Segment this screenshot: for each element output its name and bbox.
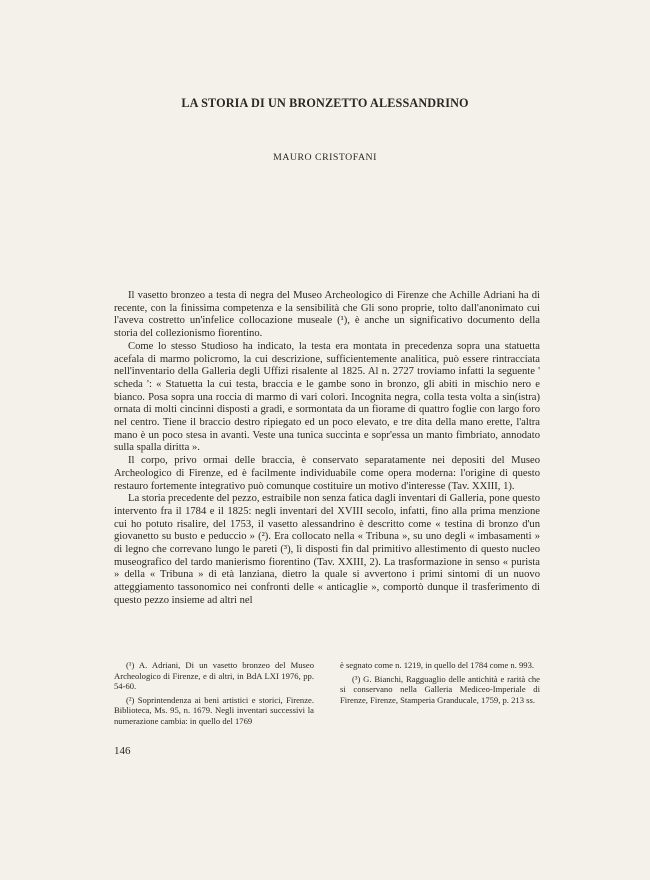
footnotes-left-column: [114, 660, 314, 730]
article-body: [114, 290, 540, 608]
article-title: LA STORIA DI UN BRONZETTO ALESSANDRINO: [181, 96, 469, 110]
body-paragraph: Il vasetto bronzeo a testa di negra del Museo Archeologico di Firenze che Achille Adriani ha di recente, con la finissima competenza e la sensibilità che Gli sono proprie, tolto dall'anonimato cui l'aveva costretto un'infelice collocazione museale (¹), è anche un significativo documento della storia del collezionismo fiorentino.: [114, 290, 540, 340]
footnotes-right-column: [340, 660, 540, 730]
page-number: 146: [114, 745, 131, 757]
footnote-continuation: è segnato come n. 1219, in quello del 1784 come n. 993.: [340, 660, 535, 670]
footnote: (¹) A. Adriani, Di un vasetto bronzeo del Museo Archeologico di Firenze, e di altri, in BdA LXI 1976, pp. 54-60.: [114, 660, 314, 692]
article-author: MAURO CRISTOFANI: [273, 152, 377, 163]
body-paragraph: La storia precedente del pezzo, estraibile non senza fatica dagli inventari di Galleria, pone questo intervento fra il 1784 e il 1825: negli inventari del XVIII secolo, infatti, fino alla prima menzione cui ho potuto risalire, del 1753, il vasetto alessandrino è descritto come « testina di bronzo d'un giovanetto su busto e peduccio » (²). Era collocato nella « Tribuna », su uno degli « imbasamenti » di legno che correvano lungo le pareti (³), lì disposti fin dal primitivo allestimento di questo nucleo museografico del tardo manierismo fiorentino (Tav. XXIII, 2). La trasformazione in senso « purista » della « Tribuna » di età lanziana, dietro la quale si avvertono i primi sintomi di un nuovo atteggiamento tassonomico nei confronti delle « anticaglie », comportò dunque il trasferimento di questo pezzo insieme ad altri nel: [114, 493, 540, 606]
body-paragraph: Il corpo, privo ormai delle braccia, è conservato separatamente nei depositi del Museo Archeologico di Firenze, ed è facilmente individuabile come opera moderna: l'origine di questo restauro fortemente integrativo può comunque costituire un motivo d'interesse (Tav. XXIII, 1).: [114, 455, 540, 492]
footnotes: [114, 660, 540, 730]
footnote: (³) G. Bianchi, Ragguaglio delle antichità e rarità che si conservano nella Galleria Mediceo-Imperiale di Firenze, Firenze, Stamperia Granducale, 1759, p. 213 ss.: [340, 673, 540, 705]
footnote: (²) Soprintendenza ai beni artistici e storici, Firenze. Biblioteca, Ms. 95, n. 1679. Negli inventari successivi la numerazione cambia: in quello del 1769: [114, 694, 314, 726]
body-paragraph: Come lo stesso Studioso ha indicato, la testa era montata in precedenza sopra una statuetta acefala di marmo policromo, la cui descrizione, sufficientemente analitica, può essere rintracciata nell'inventario della Galleria degli Uffizi risalente al 1825. Al n. 2727 troviamo infatti la seguente ' scheda ': « Statuetta la cui testa, braccia e le gambe sono in bronzo, gli abiti in mischio nero e bianco. Posa sopra una roccia di marmo di vari colori. Incognita negra, colla testa volta a sin(istra) ornata di molti cincinni disposti a gradi, e sormontata da un fiorame di quattro foglie con largo foro nel centro. Tiene il braccio destro ripiegato ed un poco elevato, e tre dita della mano erette, l'altra mano è un poco stesa in avanti. Veste una tunica succinta e sopr'essa un manto fimbriato, annodato sulla spalla diritta ».: [114, 340, 540, 454]
